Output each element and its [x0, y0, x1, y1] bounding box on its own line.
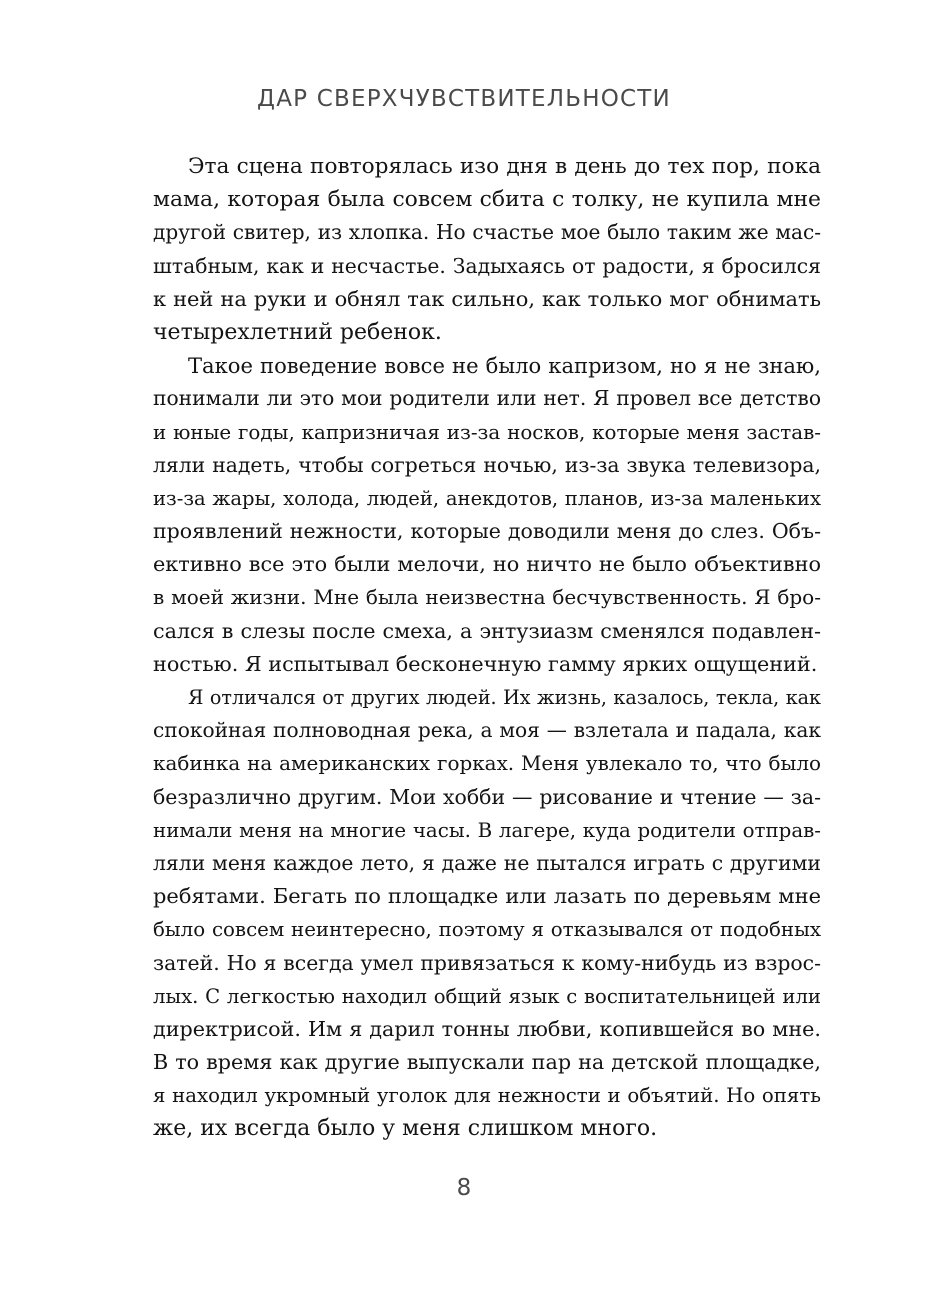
text-line: штабным, как и несчастье. Задыхаясь от радости, я бросился: [153, 253, 821, 278]
text-line: проявлений нежности, которые доводили меня до слез. Объ-: [153, 519, 821, 544]
body-text: [153, 150, 821, 1146]
text-line: Я отличался от других людей. Их жизнь, казалось, текла, как: [188, 686, 821, 709]
text-line: из-за жары, холода, людей, анекдотов, планов, из-за маленьких: [153, 486, 821, 510]
text-line: и юные годы, капризничая из-за носков, которые меня застав-: [153, 420, 821, 444]
text-line: нимали меня на многие часы. В лагере, куда родители отправ-: [153, 818, 821, 842]
text-line: в моей жизни. Мне была неизвестна бесчувственность. Я бро-: [153, 585, 821, 610]
text-line: безразлично другим. Мои хобби — рисование и чтение — за-: [153, 784, 821, 809]
text-line: четырехлетний ребенок.: [153, 319, 442, 345]
text-line: Эта сцена повторялась изо дня в день до тех пор, пока: [188, 154, 821, 179]
text-line: лых. С легкостью находил общий язык с воспитательницей или: [153, 984, 821, 1008]
text-line: директрисой. Им я дарил тонны любви, копившейся во мне.: [153, 1016, 821, 1041]
text-line: же, их всегда было у меня слишком много.: [153, 1116, 658, 1142]
text-line: Такое поведение вовсе не было капризом, но я не знаю,: [188, 353, 821, 379]
text-line: другой свитер, из хлопка. Но счастье мое было таким же мас-: [153, 220, 821, 245]
text-line: было совсем неинтересно, поэтому я отказывался от подобных: [153, 918, 821, 942]
text-line: сался в слезы после смеха, а энтузиазм сменялся подавлен-: [153, 618, 821, 643]
text-line: ляли надеть, чтобы согреться ночью, из-за звука телевизора,: [153, 452, 821, 477]
text-line: ективно все это были мелочи, но ничто не было объективно: [153, 552, 821, 577]
text-line: кабинка на американских горках. Меня увлекало то, что было: [153, 751, 821, 776]
page-number: 8: [456, 1175, 472, 1201]
text-line: ностью. Я испытывал бесконечную гамму ярких ощущений.: [153, 651, 818, 676]
text-line: спокойная полноводная река, а моя — взлетала и падала, как: [153, 718, 821, 743]
text-line: ребятами. Бегать по площадке или лазать по деревьям мне: [153, 884, 821, 909]
text-line: я находил укромный уголок для нежности и объятий. Но опять: [153, 1084, 821, 1108]
text-line: В то время как другие выпускали пар на детской площадке,: [153, 1050, 821, 1075]
text-line: к ней на руки и обнял так сильно, как только мог обнимать: [153, 286, 821, 311]
text-line: мама, которая была совсем сбита с толку, не купила мне: [153, 187, 821, 213]
text-line: затей. Но я всегда умел привязаться к кому-нибудь из взрос-: [153, 950, 821, 975]
text-line: ляли меня каждое лето, я даже не пытался играть с другими: [153, 850, 821, 875]
running-head: ДАР СВЕРХЧУВСТВИТЕЛЬНОСТИ: [257, 86, 671, 112]
text-line: понимали ли это мои родители или нет. Я провел все детство: [153, 386, 821, 411]
